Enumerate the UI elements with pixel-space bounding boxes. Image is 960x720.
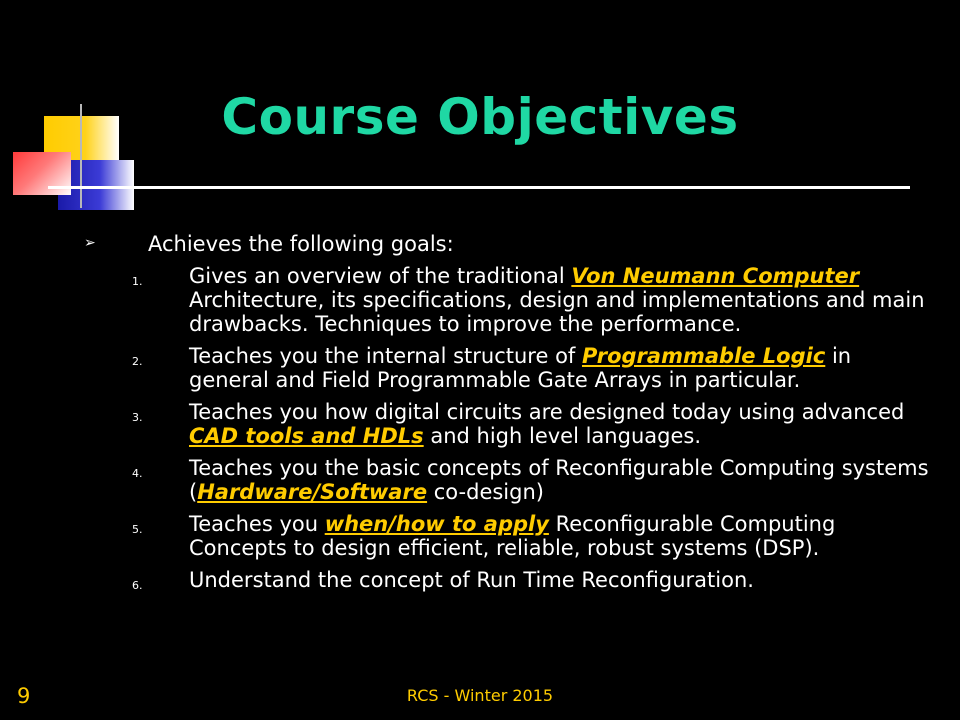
item-text: Gives an overview of the traditional — [189, 264, 572, 288]
item-text: and high level languages. — [423, 424, 701, 448]
programmable-logic-link[interactable]: Programmable Logic — [581, 344, 826, 368]
item-text: Teaches you the basic concepts of Reconfigurable Computing systems ( — [189, 456, 929, 504]
hardware-software-link[interactable]: Hardware/Software — [197, 480, 428, 504]
item-text: Teaches you — [189, 512, 325, 536]
decorative-vertical-line — [80, 104, 82, 208]
objective-item-4 — [132, 456, 932, 504]
item-number: 1. — [132, 275, 143, 288]
item-text: in general and Field Programmable Gate Arrays in particular. — [189, 344, 852, 392]
objective-item-5 — [132, 512, 932, 560]
slide-number: 9 — [17, 684, 31, 708]
title-underline-rule — [48, 186, 910, 189]
when-how-to-apply-link[interactable]: when/how to apply — [324, 512, 549, 536]
item-text: Teaches you how digital circuits are designed today using advanced — [189, 400, 905, 424]
item-text: Teaches you the internal structure of — [189, 344, 582, 368]
footer-text: RCS - Winter 2015 — [406, 686, 554, 705]
item-number: 2. — [132, 355, 143, 368]
arrow-bullet-icon: ➢ — [84, 235, 96, 251]
slide-title: Course Objectives — [221, 88, 739, 146]
cad-tools-link[interactable]: CAD tools and HDLs — [189, 424, 424, 448]
intro-text: Achieves the following goals: — [148, 232, 454, 256]
item-number: 3. — [132, 411, 143, 424]
objective-item-6 — [132, 568, 932, 592]
item-number: 6. — [132, 579, 143, 592]
item-text: Architecture, its specifications, design and implementations and main drawbacks. Techniques to improve the performance. — [189, 288, 925, 336]
item-text: Reconfigurable Computing Concepts to design efficient, reliable, robust systems (DSP). — [189, 512, 836, 560]
von-neumann-link[interactable]: Von Neumann Computer — [571, 264, 860, 288]
item-text: Understand the concept of Run Time Reconfiguration. — [189, 568, 754, 592]
objectives-list — [132, 264, 932, 600]
item-number: 5. — [132, 523, 143, 536]
item-number: 4. — [132, 467, 143, 480]
item-text: co-design) — [427, 480, 544, 504]
objective-item-1 — [132, 264, 932, 336]
objective-item-3 — [132, 400, 932, 448]
objective-item-2 — [132, 344, 932, 392]
